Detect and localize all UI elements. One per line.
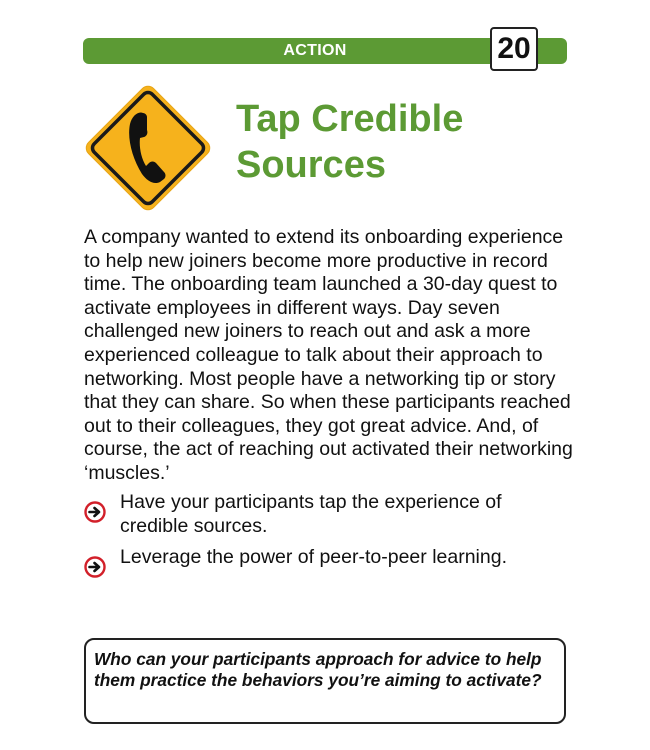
arrow-right-circle-icon — [84, 556, 106, 578]
arrow-right-circle-icon — [84, 501, 106, 523]
list-item — [84, 546, 564, 578]
card-title — [236, 96, 463, 188]
card-number-badge: 20 — [490, 27, 538, 71]
bullet-text: Leverage the power of peer-to-peer learning. — [120, 546, 507, 569]
list-item — [84, 491, 564, 538]
body-paragraph: A company wanted to extend its onboarding experience to help new joiners become more productive in record time. The onboarding team launched a 30-day quest to activate employees in different ways. Day seven challenged new joiners to reach out and ask a more experienced colleague to talk about their approach to networking. Most people have a networking tip or story that they can share. So when these participants reached out to their colleagues, they got great advice. And, of course, the act of reaching out activated their networking ‘muscles.’ — [84, 226, 573, 484]
title-line-2: Sources — [236, 144, 386, 186]
bullet-text: Have your participants tap the experience of credible sources. — [120, 491, 502, 537]
phone-warning-sign-icon — [80, 80, 216, 216]
question-text: Who can your participants approach for advice to help them practice the behaviors you’re aiming to activate? — [94, 649, 542, 690]
bullet-list — [84, 491, 564, 586]
question-box — [84, 638, 566, 724]
header-label: ACTION — [283, 42, 347, 59]
title-line-1: Tap Credible — [236, 98, 464, 140]
